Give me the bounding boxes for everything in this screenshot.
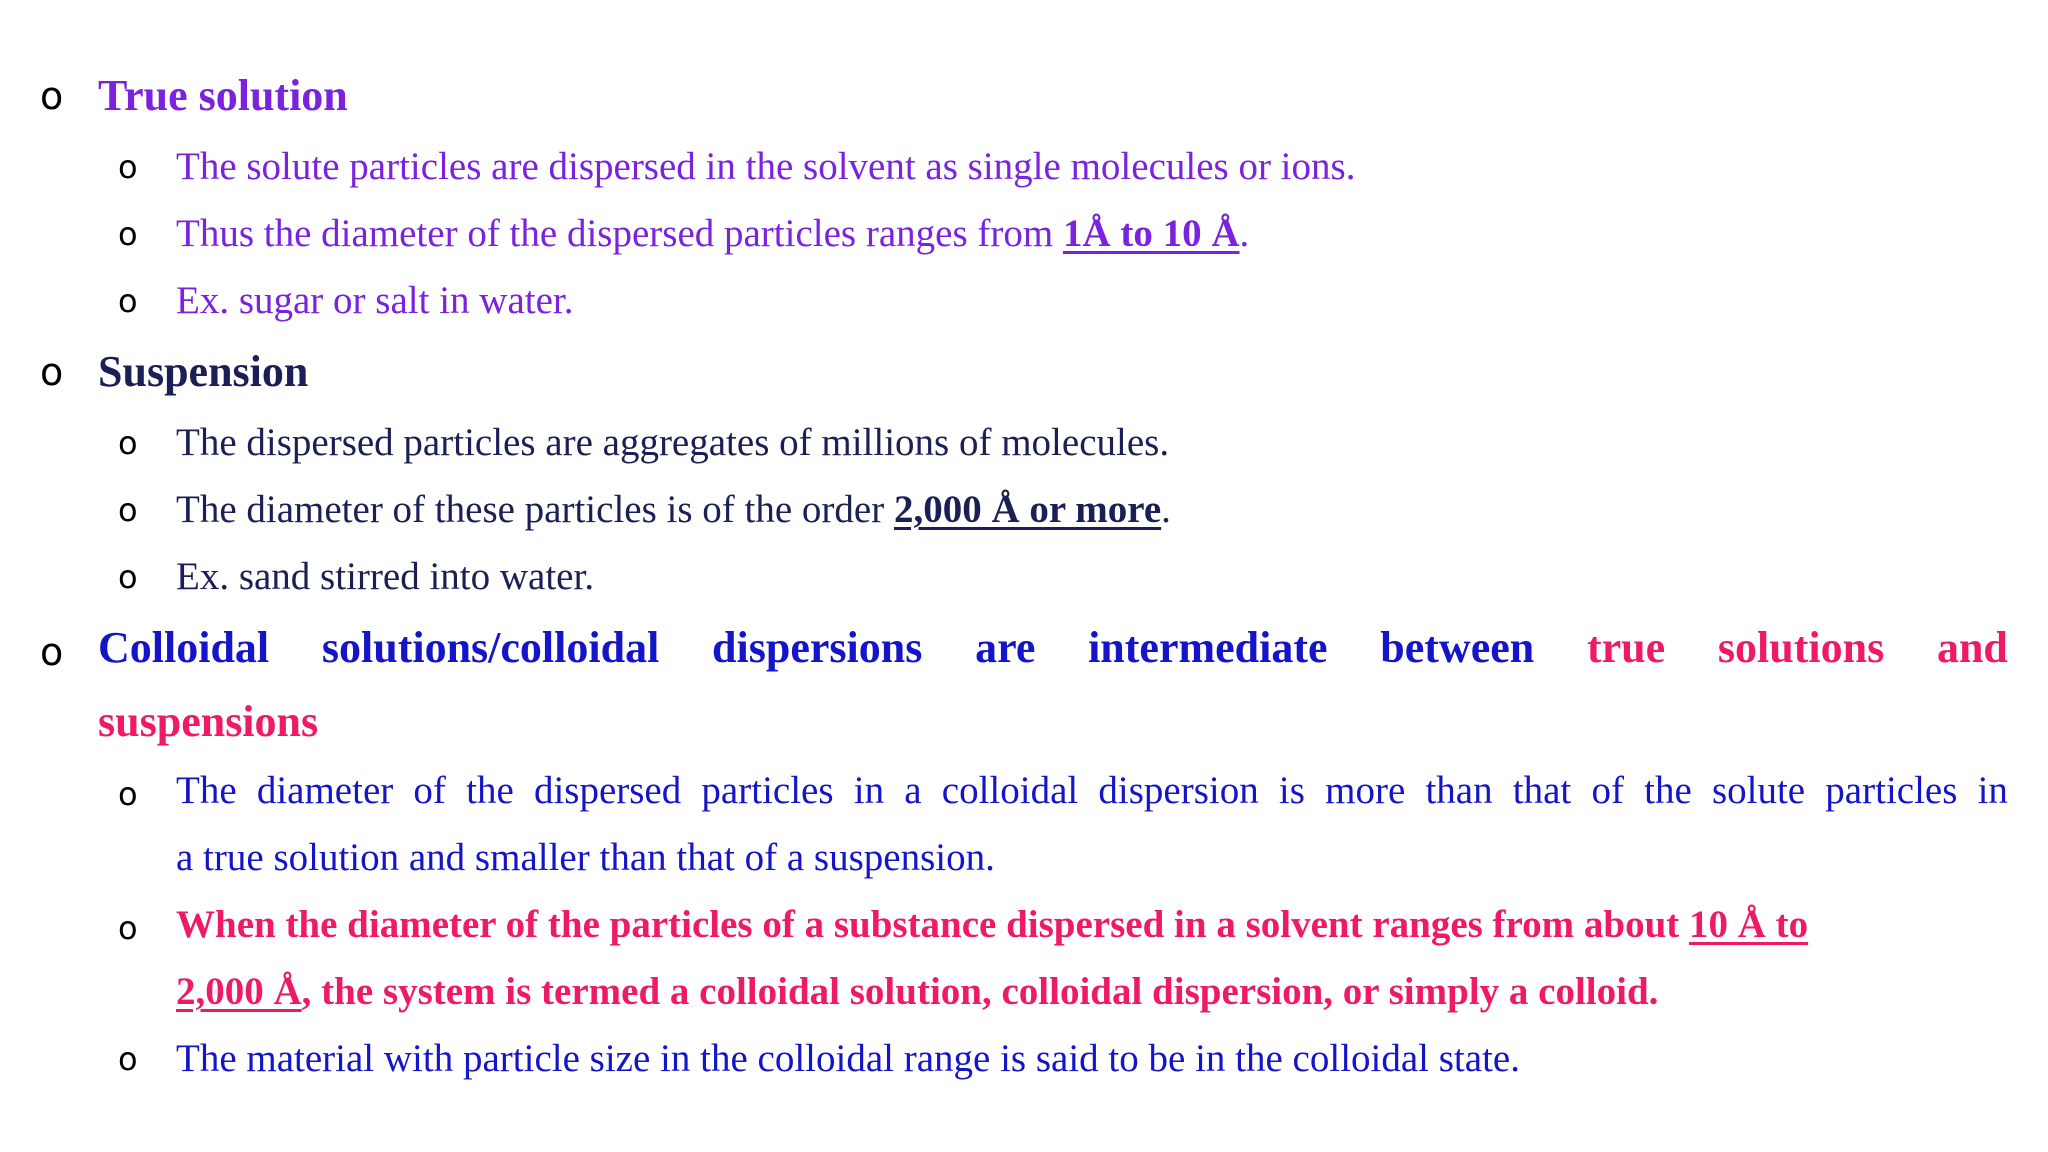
bullet-text: Ex. sand stirred into water. (176, 555, 595, 598)
range-emphasis: 2,000 Å (176, 970, 302, 1013)
heading-word: intermediate (1088, 623, 1328, 672)
colloid-bullet-2-line-1 (176, 902, 1808, 947)
heading-true-solution (40, 70, 348, 121)
heading-word: and (1936, 623, 2008, 672)
bullet-icon: o (40, 74, 64, 118)
heading-word: true (1586, 623, 1666, 672)
suspension-bullet-2 (118, 487, 1171, 532)
heading-word: Colloidal (98, 623, 270, 672)
bullet-text: The dispersed particles are aggregates of millions of molecules. (176, 421, 1170, 464)
bullet-icon: o (118, 424, 138, 462)
heading-word: solutions (1717, 623, 1885, 672)
heading-suspension (40, 346, 309, 397)
size-emphasis: 2,000 Å or more (893, 488, 1162, 531)
true-solution-bullet-3 (118, 278, 574, 323)
bullet-text: Thus the diameter of the dispersed particles ranges from (176, 212, 1063, 255)
bullet-icon: o (118, 1040, 138, 1078)
heading-text: Suspension (98, 347, 309, 396)
suspension-bullet-3 (118, 554, 595, 599)
bullet-icon: o (118, 491, 138, 529)
bullet-icon: o (118, 282, 138, 320)
true-solution-bullet-1 (118, 144, 1356, 189)
suspension-bullet-1 (118, 420, 1170, 465)
bullet-icon: o (40, 350, 64, 394)
colloid-bullet-1-line-1 (176, 768, 2008, 813)
colloid-bullet-1-line-2: a true solution and smaller than that of a suspension. (176, 836, 995, 879)
heading-word: dispersions (712, 623, 923, 672)
bullet-icon: o (40, 630, 64, 674)
true-solution-bullet-2 (118, 211, 1250, 256)
colloid-bullet-2-line-2 (176, 969, 1658, 1014)
bullet-text: The solute particles are dispersed in the solvent as single molecules or ions. (176, 145, 1356, 188)
heading-text: True solution (98, 71, 348, 120)
bullet-text: The diameter of the dispersed particles in a colloidal dispersion is more than that of the solute particles in (176, 769, 2008, 812)
heading-word: between (1380, 623, 1535, 672)
bullet-icon: o (118, 558, 138, 596)
bullet-text: Ex. sugar or salt in water. (176, 279, 574, 322)
bullet-icon: o (118, 215, 138, 253)
heading-colloid-line-1 (98, 622, 2008, 673)
bullet-text: The material with particle size in the colloidal range is said to be in the colloidal state. (176, 1037, 1520, 1080)
bullet-text: , the system is termed a colloidal solution, colloidal dispersion, or simply a colloid. (301, 970, 1659, 1013)
colloid-bullet-3 (118, 1036, 1520, 1081)
bullet-icon: o (118, 775, 138, 813)
bullet-icon: o (118, 909, 138, 947)
heading-word: are (975, 623, 1036, 672)
heading-word: solutions/colloidal (321, 623, 660, 672)
range-emphasis: 10 Å to (1689, 903, 1809, 946)
bullet-text: When the diameter of the particles of a substance dispersed in a solvent ranges from about (176, 903, 1690, 946)
bullet-icon: o (118, 148, 138, 186)
heading-colloid-line-2: suspensions (98, 697, 319, 746)
bullet-text-end: . (1239, 212, 1250, 255)
bullet-text-end: . (1161, 488, 1171, 531)
bullet-text: The diameter of these particles is of the order (176, 488, 894, 531)
range-emphasis: 1Å to 10 Å (1062, 212, 1240, 255)
